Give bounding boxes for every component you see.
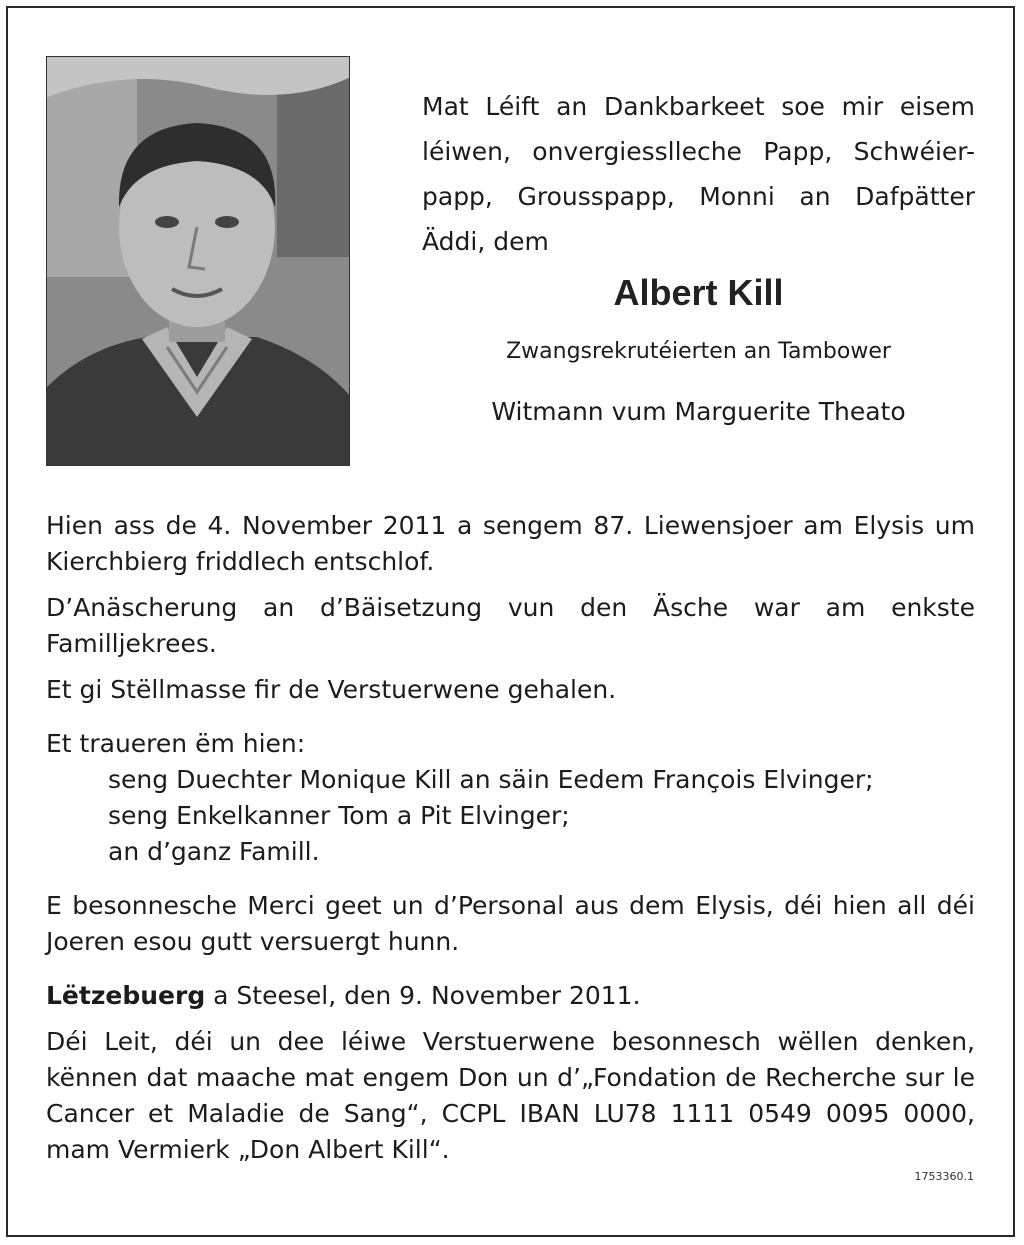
mourners-list	[46, 762, 975, 870]
deceased-name: Albert Kill	[613, 272, 784, 313]
mass-paragraph: Et gi Stëllmasse fir de Verstuerwene gehalen.	[46, 675, 617, 704]
subtitle: Zwangsrekrutéierten an Tambower	[506, 339, 891, 364]
reference-number: 1753360.1	[914, 1170, 974, 1183]
mourning-heading: Et traueren ëm hien:	[46, 729, 306, 758]
place-name: Lëtzebuerg	[46, 981, 206, 1010]
thanks-paragraph: E besonnesche Merci geet un d’Personal aus dem Elysis, déi hien all déi Joeren esou gutt versuergt hunn.	[46, 891, 975, 956]
mourner-item: an d’ganz Famill.	[108, 837, 320, 866]
portrait-photo	[46, 56, 350, 466]
cremation-paragraph: D’Anäscherung an d’Bäisetzung vun den Äsche war am enkste Familljekrees.	[46, 593, 975, 658]
notice-body	[46, 508, 975, 1168]
donation-paragraph: Déi Leit, déi un dee léiwe Verstuerwene besonnesch wëllen denken, kënnen dat maache mat engem Don un d’„Fondation de Recherche sur le Cancer et Maladie de Sang“, CCPL IBAN LU78 1111 0549 0095 0000, mam Vermierk „Don Albert Kill“.	[46, 1027, 975, 1164]
place-date	[46, 978, 975, 1014]
widow-line: Witmann vum Marguerite Theato	[491, 397, 906, 426]
mourner-item: seng Enkelkanner Tom a Pit Elvinger;	[108, 801, 570, 830]
intro-text: Mat Léift an Dankbarkeet soe mir eisem léiwen, onvergiesslleche Papp, Schwéier-papp, Grousspapp, Monni an Dafpätter Äddi, dem	[422, 92, 975, 256]
mourner-item: seng Duechter Monique Kill an säin Eedem François Elvinger;	[108, 765, 874, 794]
passing-paragraph: Hien ass de 4. November 2011 a sengem 87. Liewensjoer am Elysis um Kierchbierg friddlech entschlof.	[46, 511, 975, 576]
place-date-rest: a Steesel, den 9. November 2011.	[205, 981, 641, 1010]
